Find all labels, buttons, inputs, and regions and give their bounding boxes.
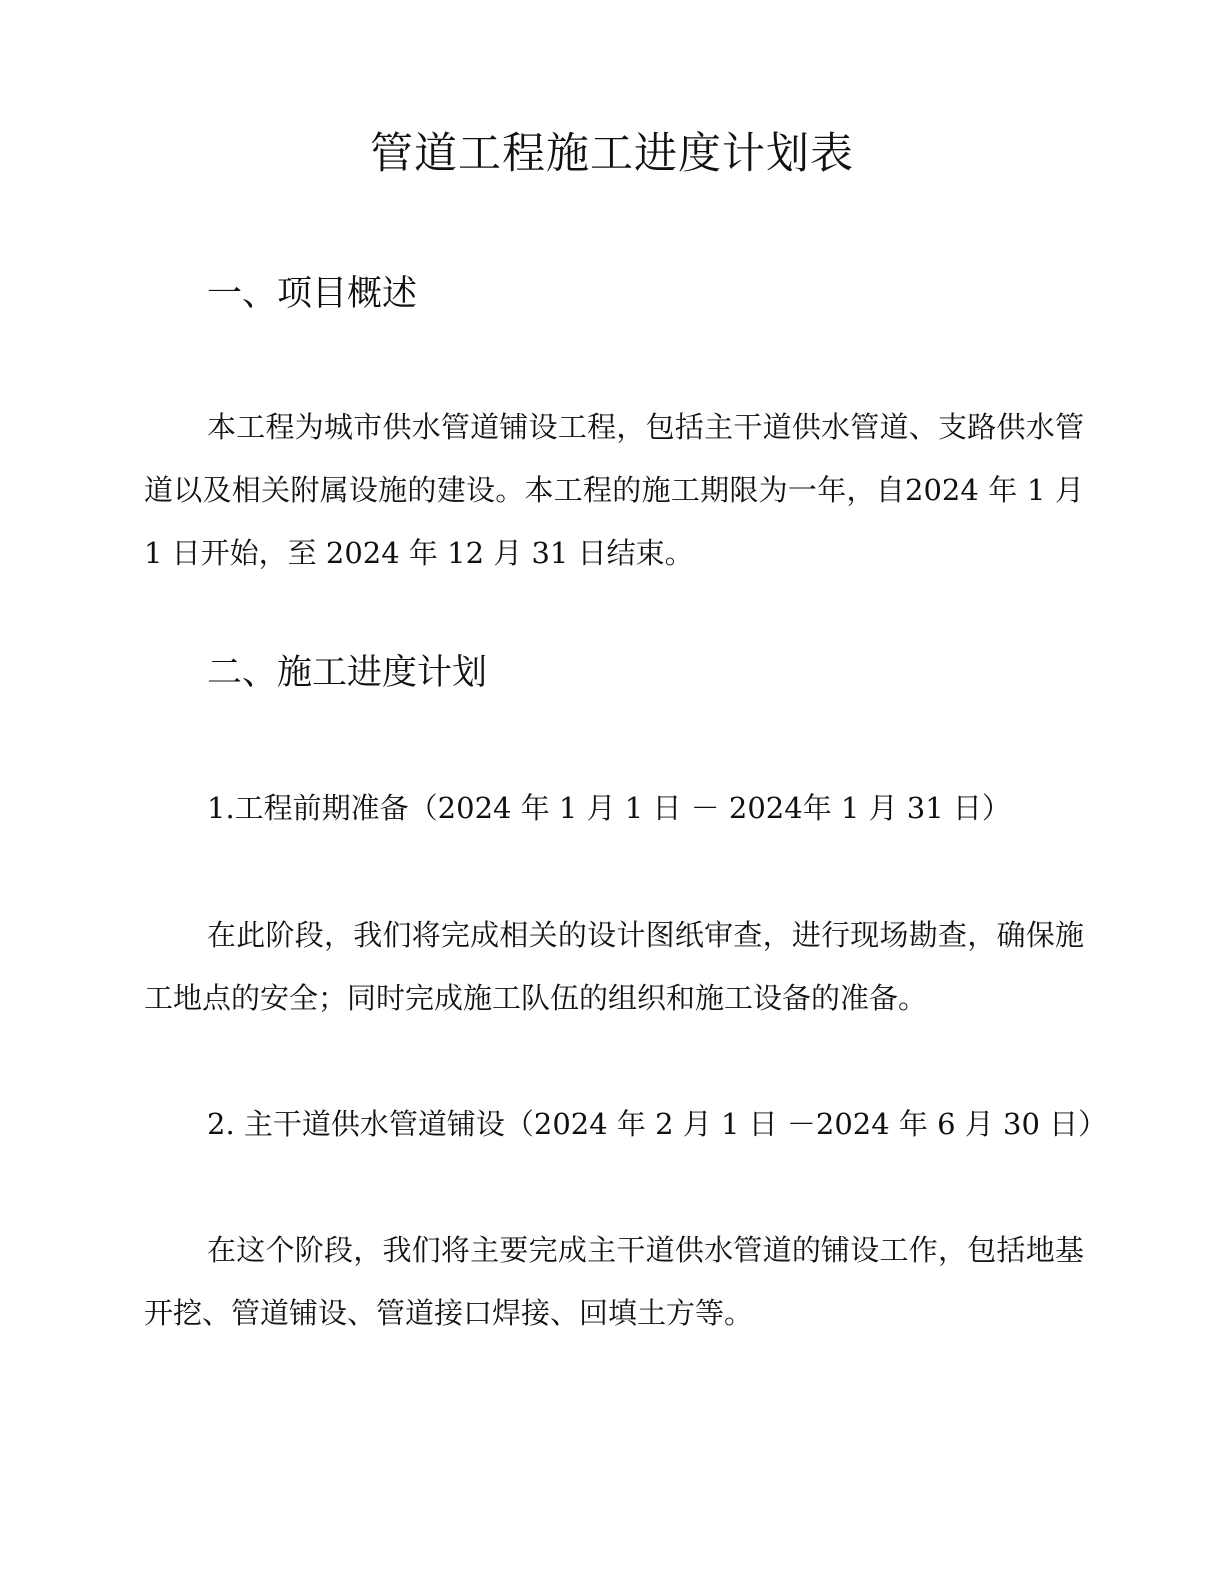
document-title: 管道工程施工进度计划表: [370, 129, 854, 179]
section-heading-project-overview: 一、项目概述: [207, 274, 418, 314]
step-heading-preparation: 1.工程前期准备（2024 年 1 月 1 日 － 2024年 1 月 31 日）: [207, 791, 1011, 825]
main-pipeline-paragraph: 在这个阶段，我们将主要完成主干道供水管道的铺设工作，包括地基开挖、管道铺设、管道接口焊接、回填土方等。: [144, 1233, 1084, 1330]
section-heading-construction-schedule: 二、施工进度计划: [207, 653, 488, 693]
step-heading-main-pipeline: 2. 主干道供水管道铺设（2024 年 2 月 1 日 －2024 年 6 月 30 日）: [207, 1107, 1108, 1141]
project-overview-paragraph: 本工程为城市供水管道铺设工程，包括主干道供水管道、支路供水管道以及相关附属设施的建设。本工程的施工期限为一年，自2024 年 1 月 1 日开始，至 2024 年 12 月 31 日结束。: [144, 410, 1084, 570]
preparation-paragraph: 在此阶段，我们将完成相关的设计图纸审查，进行现场勘查，确保施工地点的安全；同时完成施工队伍的组织和施工设备的准备。: [144, 918, 1084, 1015]
